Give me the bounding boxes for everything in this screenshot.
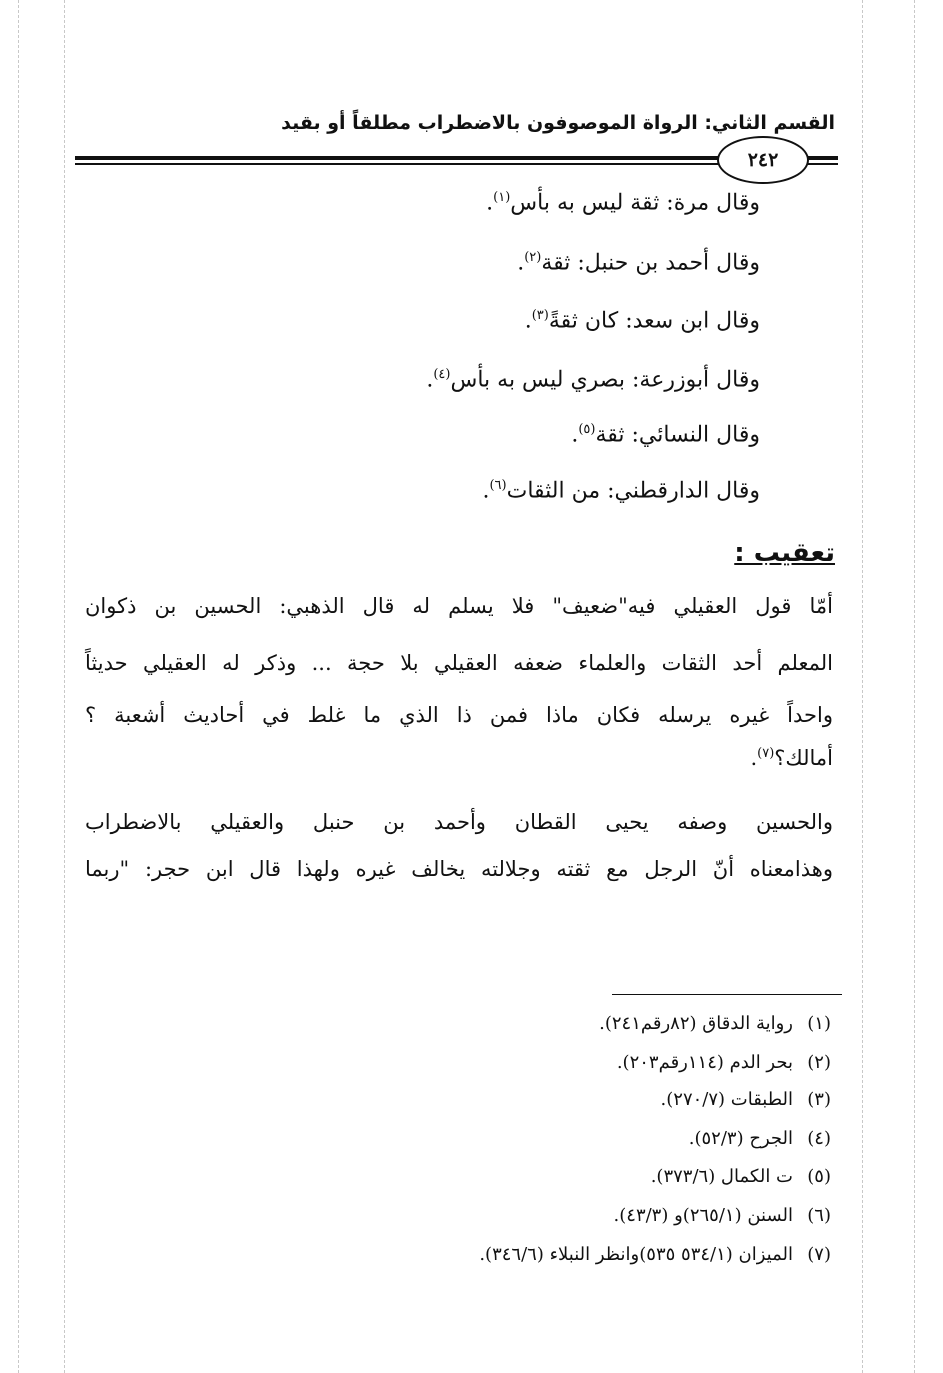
section-heading: تعقيب : [734,538,835,568]
footnote-ref: (٦) [489,478,507,493]
paragraph-line: المعلم أحد الثقات والعلماء ضعفه العقيلي بلا حجة ... وذكر له العقيلي حديثاً [85,651,833,675]
footnote: (٧)الميزان (٥٣٤/١ ٥٣٥)وانظر النبلاء (٣٤٦/٦). [479,1244,831,1265]
footnote: (٢)بحر الدم (١١٤رقم٢٠٣). [616,1052,831,1073]
opinion-line: وقال الدارقطني: من الثقات$^{(٦)}$. [482,478,760,504]
scan-guide-line [862,0,863,1373]
scan-guide-line [18,0,19,1373]
header-rule [75,163,723,165]
footnote-ref: (٣) [531,308,549,323]
footnote-ref: (٧) [757,746,775,761]
paragraph-line: وهذامعناه أنّ الرجل مع ثقته وجلالته يخالف غيره ولهذا قال ابن حجر: "ربما [85,857,833,881]
footnote: (٣)الطبقات (٢٧٠/٧). [660,1089,831,1110]
scan-guide-line [64,0,65,1373]
footnote-ref: (١) [493,190,511,205]
paragraph-line: والحسين وصفه يحيى القطان وأحمد بن حنبل والعقيلي بالاضطراب [85,810,833,834]
running-header: القسم الثاني: الرواة الموصوفون بالاضطراب مطلقاً أو بقيد [281,112,835,134]
opinion-line: وقال ابن سعد: كان ثقةً$^{(٣)}$. [524,308,760,334]
footnote-ref: (٢) [524,250,542,265]
opinion-line: وقال أحمد بن حنبل: ثقة$^{(٢)}$. [517,250,760,276]
footnote: (٥)ت الكمال (٣٧٣/٦). [650,1166,831,1187]
paragraph-line: أمّا قول العقيلي فيه"ضعيف" فلا يسلم له قال الذهبي: الحسين بن ذكوان [85,594,833,618]
scan-guide-line [914,0,915,1373]
header-rule [75,156,723,160]
footnote: (٤)الجرح (٥٢/٣). [688,1128,831,1149]
paragraph-line: أمالك؟$^{(٧)}$. [750,746,833,770]
paragraph-line: واحداً غيره يرسله فكان ماذا فمن ذا الذي ما غلط في أحاديث أشعبة ؟ [85,703,833,727]
footnote: (٦)السنن (٢٦٥/١)و (٤٣/٣). [613,1205,831,1226]
opinion-line: وقال مرة: ثقة ليس به بأس$^{(١)}$. [486,190,760,216]
page-number: ٢٤٢ [717,136,809,184]
opinion-line: وقال النسائي: ثقة$^{(٥)}$. [571,422,760,448]
footnote: (١)رواية الدقاق (٨٢رقم٢٤١). [599,1013,831,1034]
footnote-separator [612,994,842,995]
opinion-line: وقال أبوزرعة: بصري ليس به بأس$^{(٤)}$. [426,367,760,393]
footnote-ref: (٥) [578,422,596,437]
footnote-ref: (٤) [433,367,451,382]
